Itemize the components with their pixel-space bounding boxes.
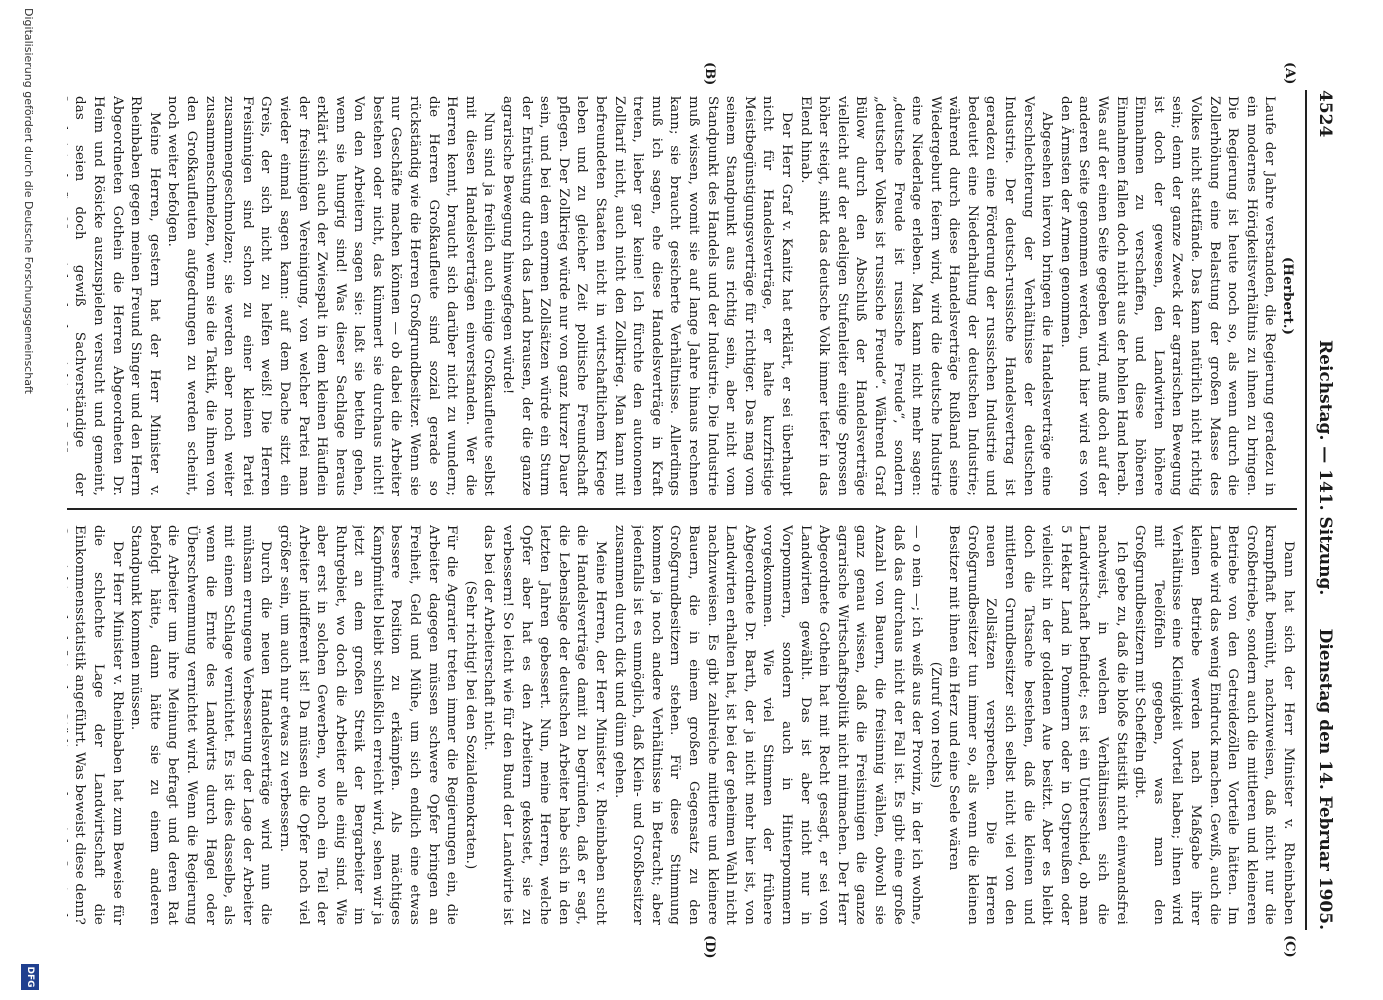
paragraph: Meine Herren, der Herr Minister v. Rheinbaben sucht die Handelsverträge damit zu begründen, daß er sagt, die Lebenslage der deutschen Arbeiter habe sich in den letzten Jahren gebessert. Nun, meine Herren, welche Opfer aber hat es den Arbeitern gekostet, sie zu verbessern! So leicht wie für den Bund der Landwirte ist das bei der Arbeiterschaft nicht.: [481, 525, 609, 925]
paragraph: Abgesehen hiervon bringen die Handelsverträge eine Verschlechterung der Verhältnisse der deutschen Industrie. Der deutsch-russische Handelsvertrag ist geradezu eine Förderung der russischen Industrie und bedeutet eine Niederhaltung der deutschen Industrie; während durch diese Handelsverträge Rußland seine Wiedergeburt feiern wird, wird die deutsche Industrie eine Niederlage erleben. Man kann nicht mehr sagen: „deutsche Freude ist russische Freude“, sondern „deutscher Volkes ist russische Freude“. Während Graf Bülow durch den Abschluß der Handelsverträge vielleicht auf der adeligen Stufenleiter einige Sprossen höher steigt, sinkt das deutsche Volk immer tiefer in das Elend hinab.: [797, 96, 1055, 496]
footer-text: Digitalisierung gefördert durch die Deutsche Forschungsgemeinschaft: [22, 8, 35, 394]
page-number: 4524: [1315, 90, 1335, 138]
margin-marker-c: (C): [1282, 935, 1297, 958]
digitization-footer: [13, 0, 43, 1000]
paragraph: Meine Herren, gestern hat der Herr Minister v. Rheinbaben gegen meinen Freund Singer und den Herrn Abgeordneten Gothein die Herren Abgeordneten Dr. Heim und Rösicke auszuspielen versucht und gemeint, das seien doch gewiß Sachverständige der: [72, 96, 162, 496]
paragraph: Ich gebe zu, daß die bloße Statistik nicht einwandsfrei nachweist, in welchen Verhältnissen sich die Landwirtschaft befindet; es ist ein Unterschied, ob man 5 Hektar Land in Pommern oder in Ostpreußen oder vielleicht in der goldenen Aue besitzt. Aber es bleibt doch die Tatsache bestehen, daß die kleinen und mittleren Grundbesitzer sich selbst nicht viel von den neuen Zollsätzen versprechen. Die Herren Großgrundbesitzer tun immer so, als wenn die kleinen Besitzer mit ihnen ein Herz und eine Seele wären: [946, 525, 1129, 925]
margin-marker-b: (B): [702, 62, 717, 86]
paragraph: Nun sind ja freilich auch einige Großkaufleute selbst mit diesen Handelsverträgen einverstanden. Wer die Herren kennt, braucht sich darüber nicht zu wundern; die Herren Großkaufleute sind sozial gerade so rückständig wie die Herren Großgrundbesitzer. Wenn sie nur Geschäfte machen können — ob dabei die Arbeiter bestehen oder nicht, das kümmert sie durchaus nicht! Von den Arbeitern sagen sie: laßt sie betteln gehen, wenn sie hungrig sind! Was dieser Sachlage heraus erklärt sich auch der Zwiespalt in dem kleinen Häuflein der freisinnigen Vereinigung, von welcher Partei man wieder einmal sagen kann: auf dem Dache sitzt ein Greis, der sich nicht zu helfen weiß! Die Herren Freisinnigen sind schon zu einer kleinen Partei zusammengeschmolzen; sie werden aber noch weiter zusammenschmelzen, wenn sie die Taktik, die ihnen von den Großkaufleuten aufgedrungen zu werden scheint, noch weiter befolgen.: [165, 96, 497, 496]
paragraph: Der Herr Minister v. Rheinbaben hat zum Beweise für die schlechte Lage der Landwirtschaft die Einkommensstatistik angeführt. Was beweist diese denn?: [72, 525, 125, 925]
speaker-label: (Herbert.): [1280, 256, 1296, 336]
session-title: Reichstag. — 141. Sitzung.: [1315, 340, 1335, 596]
right-column: [67, 525, 1297, 925]
paragraph: Für die Agrarier treten immer die Regierungen ein, die Arbeiter dagegen müssen schwere Opfer bringen an Freiheit, Geld und Mühe, um sich endlich eine etwas bessere Position zu erkämpfen. Als mächtiges Kampfmittel bleibt schließlich erreicht wird, sehen wir ja jetzt an dem großen Streik der Bergarbeiter im Ruhrgebiet, wo doch die Arbeiter alle einig sind. Wie aber erst in solchen Gewerben, wo noch ein Teil der Arbeiter indifferent ist! Da müssen die Opfer noch viel größer sein, um auch nur etwas zu verbessern.: [276, 525, 460, 925]
paragraph: — o nein —; ich weiß aus der Provinz, in der ich wohne, daß das durchaus nicht der Fall ist. Es gibt eine große Anzahl von Bauern, die freisinnig wählen, obwohl sie ganz genau wissen, daß die Freisinnigen die ganze agrarische Wirtschaftspolitik nicht mitmachen. Der Herr Abgeordnete Gothein hat mit Recht gesagt, er sei von Landwirten gewählt. Das ist aber nicht nur in Vorpommern, sondern auch in Hinterpommern vorgekommen. Wie viel Stimmen der frühere Abgeordnete Dr. Barth, der ja nicht mehr hier ist, von Landwirten erhalten hat, ist bei der geheimen Wahl nicht nachzuweisen. Es gibt zahlreiche mittlere und kleinere Bauern, die in einem großen Gegensatz zu den Großgrundbesitzern stehen. Für diese Stimmung kommen ja noch andere Verhältnisse in Betracht; aber jedenfalls ist es unmöglich, daß Klein- und Großbesitzer zusammen durch dick und dünn gehen.: [611, 525, 925, 925]
dfg-logo: DFG: [21, 964, 39, 990]
margin-marker-a: (A): [1282, 62, 1297, 85]
margin-marker-d: (D): [702, 935, 717, 959]
interjection: (Sehr richtig! bei den Sozialdemokraten.): [462, 580, 478, 870]
left-column: [67, 96, 1297, 496]
paragraph: Durch die neuen Handelsverträge wird nun die mühsam errungene Verbesserung der Lage der Arbeiter mit einem Schlage vernichtet. Es ist dies dasselbe, als wenn die Ernte des Landwirts durch Hagel oder Überschwemmung vernichtet wird. Wenn die Regierung die Arbeiter um ihre Meinung befragt und deren Rat befolgt hätte, dann hätte sie zu einem anderen Standpunkt kommen müssen.: [128, 525, 274, 925]
paragraph: Der Herr Graf v. Kanitz hat erklärt, er sei überhaupt nicht für Handelsverträge, er halte kurzfristige Meistbegünstigungsverträge für richtiger. Das mag vom seinem Standpunkt aus richtig sein, aber nicht vom Standpunkt des Handels und der Industrie. Die Industrie muß wissen, womit sie auf lange Jahre hinaus rechnen kann; sie braucht gesicherte Verhältnisse. Allerdings muß ich sagen, ehe diese Handelsverträge in Kraft treten, lieber gar keine! Ich fürchte den autonomen Zolltarif nicht, auch nicht den Zollkrieg. Man kann mit befreundeten Staaten nicht in wirtschaftlichem Kriege leben und zu gleicher Zeit politische Freundschaft pflegen. Der Zollkrieg würde nur von ganz kurzer Dauer sein, und bei dem enormen Zollsätzen würde ein Sturm der Entrüstung durch das Land brausen, der die ganze agrarische Bewegung hinwegfegen würde!: [500, 96, 794, 496]
page-header: [1305, 90, 1341, 930]
column-divider: [67, 508, 1297, 510]
session-date: Dienstag den 14. Februar 1905.: [1315, 628, 1335, 930]
interjection: (Zuruf von rechts): [927, 661, 943, 789]
paragraph: Laufe der Jahre verstanden, die Regierung geradezu in ein modernes Hörigkeitsverhältnis zu ihnen zu bringen. Die Regierung ist heute noch so, als wenn durch die Zollerhöhung eine Belastung der großen Masse des Volkes nicht stattfände. Das kann natürlich nicht richtig sein; denn der ganze Zweck der agrarischen Bewegung ist doch der gewesen, den Landwirten höhere Einnahmen zu verschaffen, und diese höheren Einnahmen fallen doch nicht aus der hohlen Hand herab. Was auf der einen Seite gegeben wird, muß doch auf der anderen Seite genommen werden, und hier wird es von den Ärmsten der Armen genommen.: [1057, 96, 1278, 496]
paragraph: Dann hat sich der Herr Minister v. Rheinbaben krampfhaft bemüht, nachzuweisen, daß nicht nur die Großbetriebe, sondern auch die mittleren und kleineren Betriebe von den Getreidezöllen Vorteile hätten. Im Lande wird das wenig Eindruck machen. Gewiß, auch die kleinen Betriebe werden nach Maßgabe ihrer Verhältnisse eine Kleinigkeit Vorteil haben; ihnen wird mit Teelöffeln gegeben, was man den Großgrundbesitzern mit Scheffeln gibt.: [1132, 525, 1296, 925]
